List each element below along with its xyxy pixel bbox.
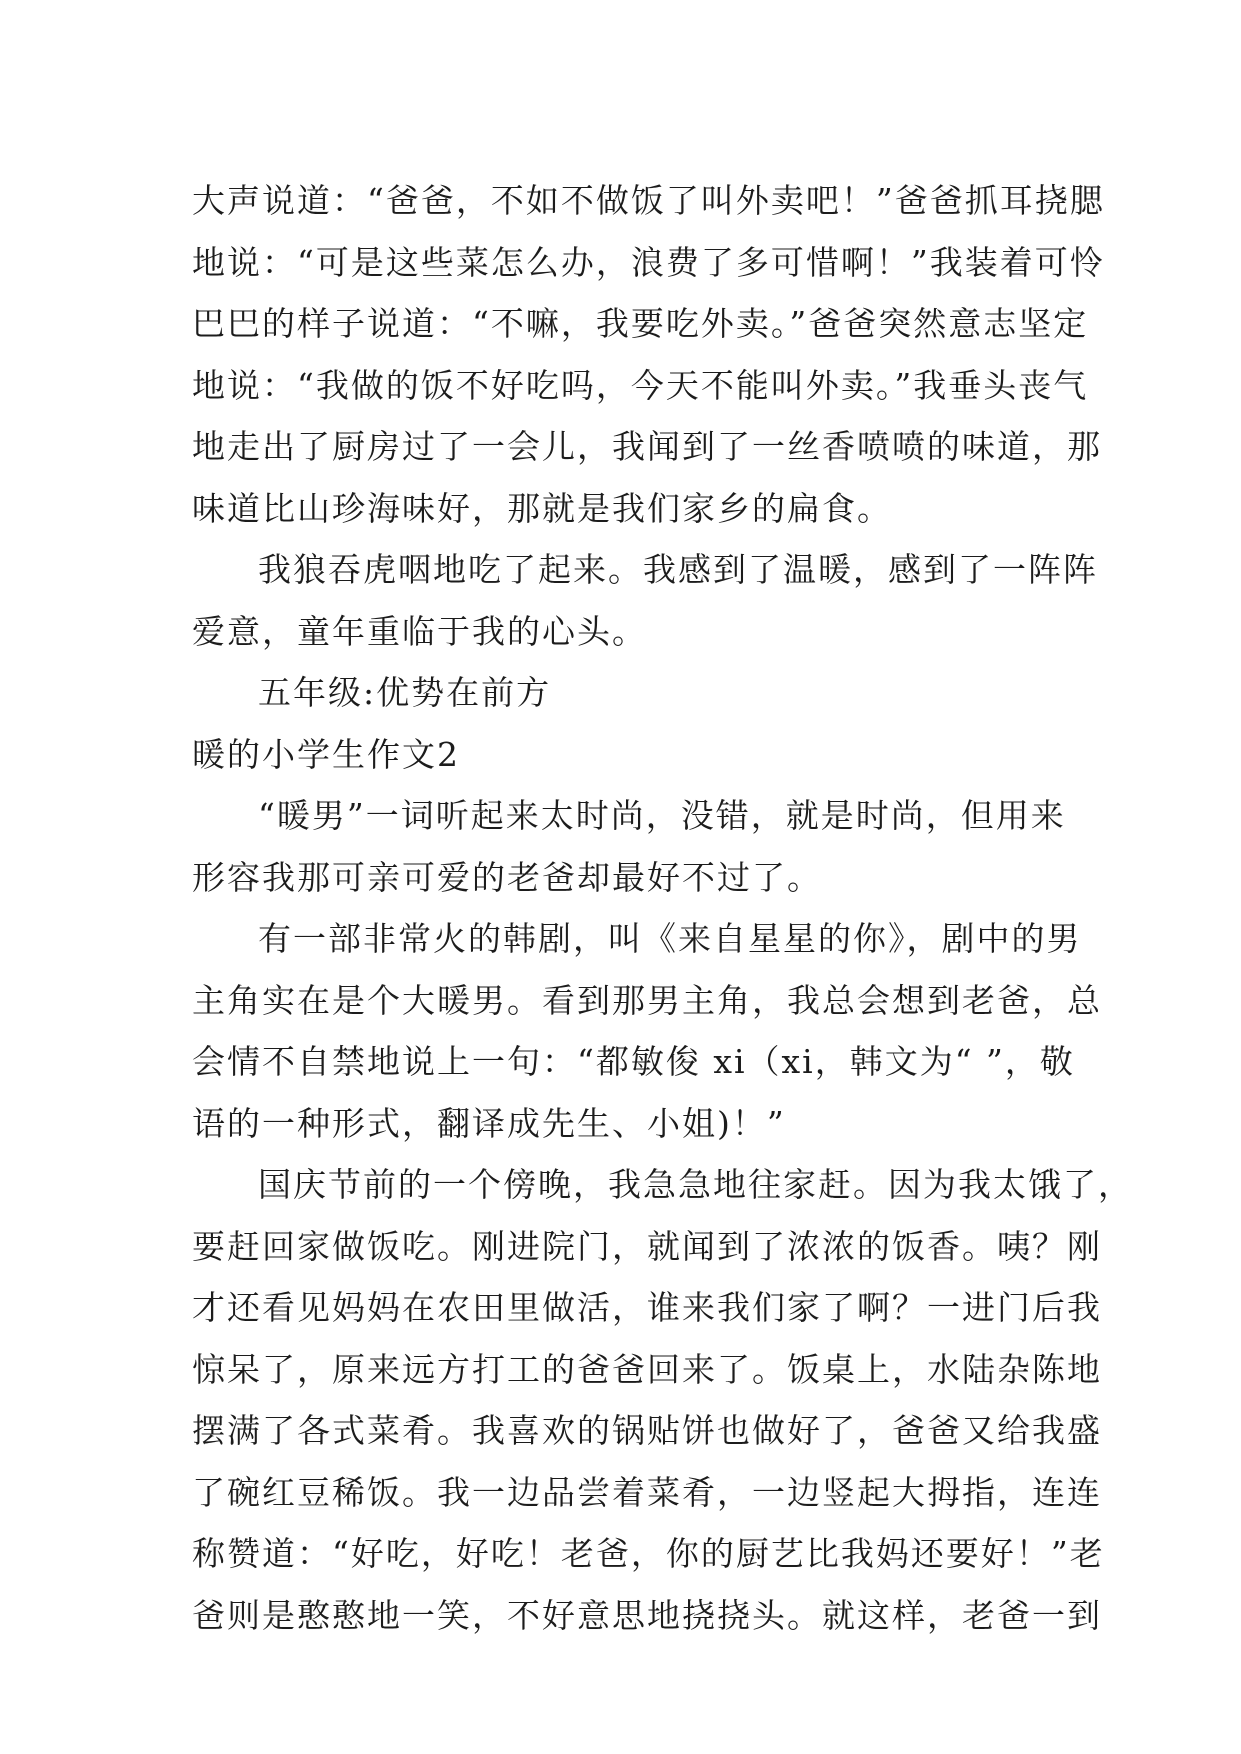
text-line: 语的一种形式，翻译成先生、小姐)！” [192,1103,786,1143]
text-line: 大声说道：“爸爸，不如不做饭了叫外卖吧！”爸爸抓耳挠腮 [192,181,1105,220]
text-line: 要赶回家做饭吃。刚进院门，就闻到了浓浓的饭香。咦？刚 [192,1226,1102,1266]
text-line: 才还看见妈妈在农田里做活，谁来我们家了啊？一进门后我 [192,1288,1102,1327]
text-line: 地说：“我做的饭不好吃吗，今天不能叫外卖。”我垂头丧气 [192,365,1089,405]
essay-title: 暖的小学生作文2 [192,734,460,774]
paragraph-first-line: 有一部非常火的韩剧，叫《来自星星的你》，剧中的男 [258,919,1082,958]
paragraph-first-line: “暖男”一词听起来太时尚，没错，就是时尚，但用来 [258,796,1066,835]
text-line: 爱意，童年重临于我的心头。 [192,611,647,651]
text-line: 称赞道：“好吃，好吃！老爸，你的厨艺比我妈还要好！”老 [192,1534,1105,1573]
text-line: 地走出了厨房过了一会儿，我闻到了一丝香喷喷的味道，那 [192,427,1102,466]
text-line: 摆满了各式菜肴。我喜欢的锅贴饼也做好了，爸爸又给我盛 [192,1411,1102,1450]
text-line: 形容我那可亲可爱的老爸却最好不过了。 [192,857,822,897]
text-line: 爸则是憨憨地一笑，不好意思地挠挠头。就这样，老爸一到 [192,1595,1102,1635]
document-page [192,170,1133,1646]
text-line: 味道比山珍海味好，那就是我们家乡的扁食。 [192,488,892,528]
section-note: 五年级:优势在前方 [258,673,552,712]
text-line: 巴巴的样子说道：“不嘛，我要吃外卖。”爸爸突然意志坚定 [192,304,1089,343]
text-line: 惊呆了，原来远方打工的爸爸回来了。饭桌上，水陆杂陈地 [192,1349,1102,1389]
text-line: 主角实在是个大暖男。看到那男主角，我总会想到老爸，总 [192,980,1102,1020]
paragraph-first-line: 我狼吞虎咽地吃了起来。我感到了温暖，感到了一阵阵 [258,550,1098,589]
text-line: 了碗红豆稀饭。我一边品尝着菜肴，一边竖起大拇指，连连 [192,1472,1102,1512]
text-line: 会情不自禁地说上一句：“都敏俊 xi（xi，韩文为“ ”，敬 [192,1042,1075,1081]
paragraph-first-line: 国庆节前的一个傍晚，我急急地往家赶。因为我太饿了， [258,1165,1133,1204]
text-line: 地说：“可是这些菜怎么办，浪费了多可惜啊！”我装着可怜 [192,242,1105,282]
